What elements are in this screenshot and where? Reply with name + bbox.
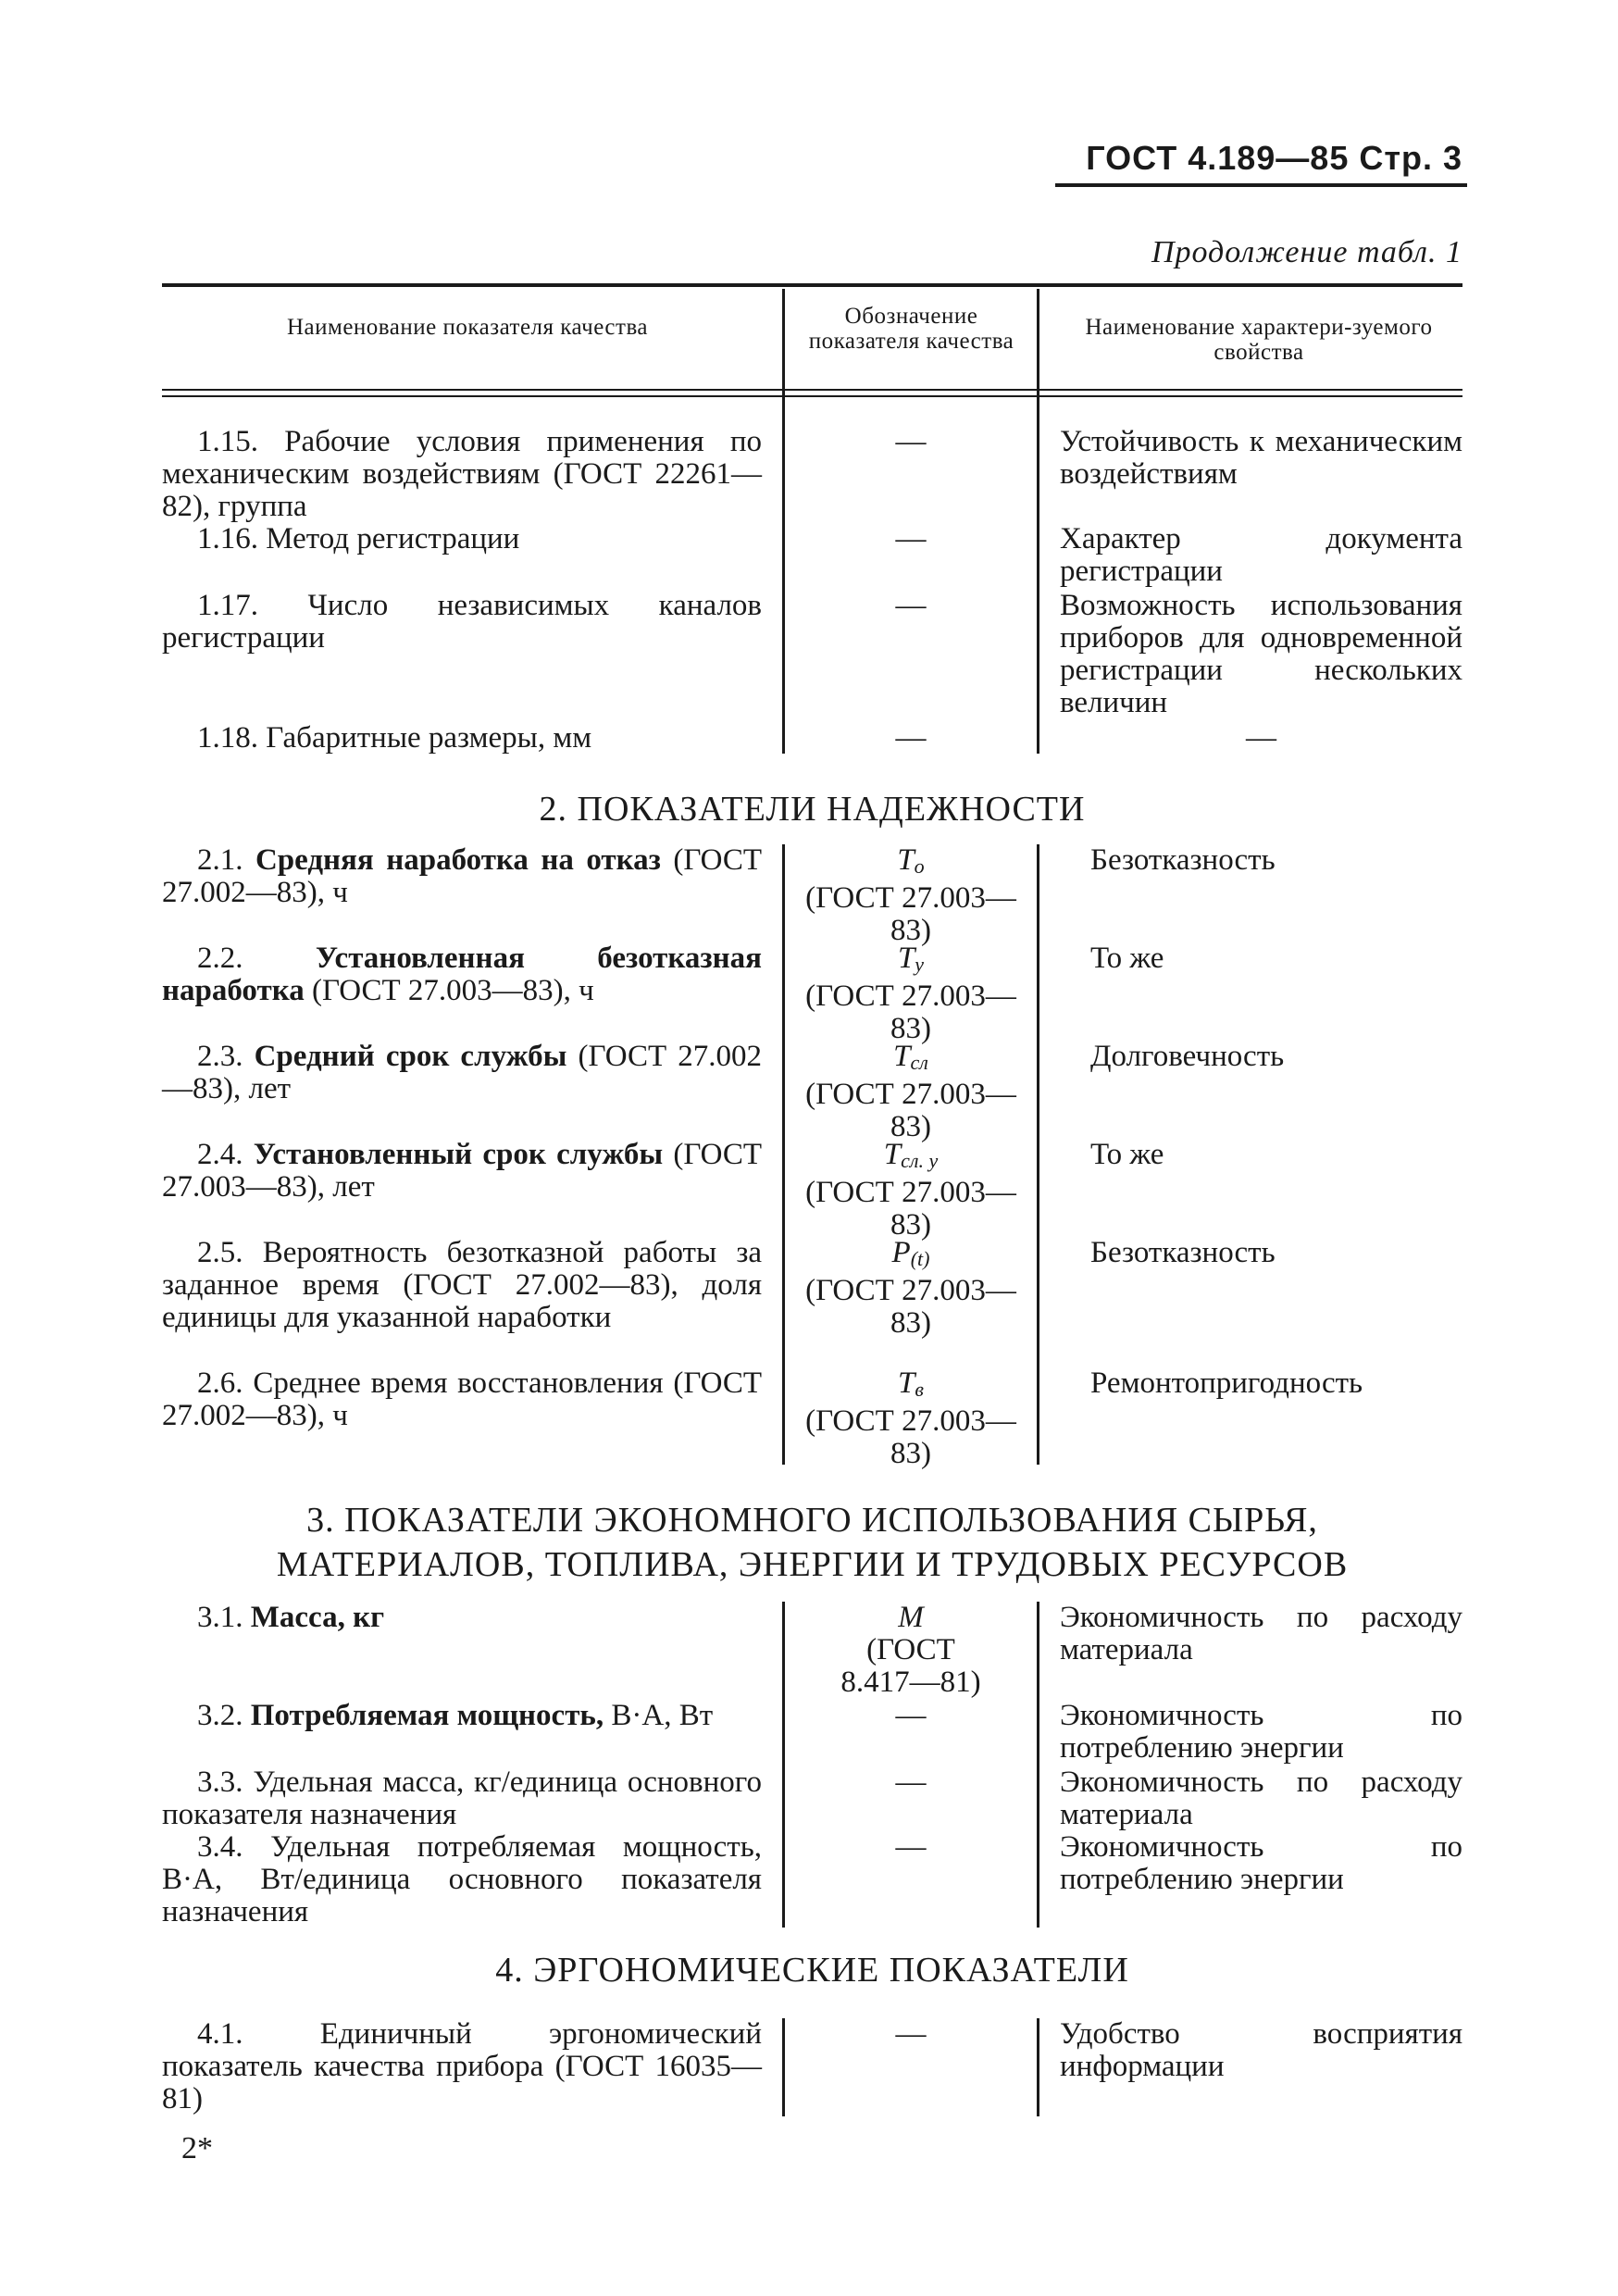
row-1-16-name: 1.16. Метод регистрации xyxy=(197,522,520,555)
row-2-3-ref: (ГОСТ 27.003—83) xyxy=(805,1078,1016,1143)
row-2-6-rest: Среднее время восстановления (ГОСТ 27.002—83), ч xyxy=(162,1366,762,1432)
row-2-2-bold: Установленная безотказная наработка xyxy=(162,942,763,1007)
row-2-5-name xyxy=(162,1237,762,1334)
row-2-2-num: 2.2. xyxy=(197,942,243,975)
row-2-5-designation xyxy=(794,1237,1027,1340)
row-3-4-designation: — xyxy=(895,1830,927,1864)
row-3-4-rest: Удельная потребляемая мощность, В·А, Вт/единица основного показателя назначения xyxy=(162,1830,762,1928)
row-3-2-designation: — xyxy=(895,1699,927,1732)
row-2-3-rest: (ГОСТ 27.002—83), лет xyxy=(162,1040,762,1105)
row-2-1-property: Безотказность xyxy=(1090,843,1276,877)
row-3-4-num: 3.4. xyxy=(197,1830,243,1864)
row-3-1-property: Экономичность по расходу материала xyxy=(1060,1601,1462,1666)
row-2-2-name xyxy=(162,942,762,1007)
row-2-5-num: 2.5. xyxy=(197,1236,243,1269)
row-2-1-subscript: о xyxy=(914,855,925,878)
row-2-1-num: 2.1. xyxy=(197,843,243,877)
row-2-2-rest: (ГОСТ 27.003—83), ч xyxy=(311,974,594,1007)
row-2-1-symbol: T xyxy=(897,843,915,877)
row-1-18-designation: — xyxy=(895,721,927,755)
row-2-6-symbol: T xyxy=(898,1366,915,1400)
row-2-4-num: 2.4. xyxy=(197,1138,243,1171)
col-separator-1-s3 xyxy=(782,1602,785,1928)
head-col-name: Наименование показателя качества xyxy=(286,315,649,340)
section-2-title: 2. ПОКАЗАТЕЛИ НАДЕЖНОСТИ xyxy=(539,790,1086,829)
row-2-1-ref: (ГОСТ 27.003—83) xyxy=(805,881,1016,947)
row-2-4-bold: Установленный срок службы xyxy=(253,1138,664,1171)
row-2-3-subscript: сл xyxy=(910,1051,928,1074)
col-separator-1-s2 xyxy=(782,844,785,1465)
row-3-2-bold: Потребляемая мощность, xyxy=(250,1699,604,1732)
row-3-1-symbol: M xyxy=(898,1601,924,1634)
row-3-1-bold: Масса, кг xyxy=(250,1601,385,1634)
row-2-2-subscript: у xyxy=(915,953,925,976)
row-4-1-designation: — xyxy=(895,2017,927,2051)
col-separator-2-s2 xyxy=(1037,844,1039,1465)
row-3-4-property: Экономичность по потреблению энергии xyxy=(1060,1830,1462,1896)
row-4-1-num: 4.1. xyxy=(197,2017,243,2051)
row-2-4-name xyxy=(162,1139,762,1204)
row-2-2-symbol: T xyxy=(897,942,915,975)
row-2-4-rest: (ГОСТ 27.003—83), лет xyxy=(162,1138,762,1204)
row-3-2-rest: В·А, Вт xyxy=(611,1699,714,1732)
row-2-6-num: 2.6. xyxy=(197,1366,243,1400)
row-2-4-subscript: сл. у xyxy=(901,1149,939,1172)
row-1-16-property: Характер документа регистрации xyxy=(1060,522,1462,588)
row-1-15-designation: — xyxy=(895,425,927,458)
row-1-17-designation: — xyxy=(895,589,927,622)
row-3-1-designation xyxy=(794,1602,1027,1699)
row-2-1-bold: Средняя наработка на отказ xyxy=(255,843,661,877)
row-1-15-name: 1.15. Рабочие условия применения по механическим воздействиям (ГОСТ 22261—82), группа xyxy=(162,425,762,523)
row-2-4-symbol: T xyxy=(883,1138,902,1171)
row-1-15-property: Устойчивость к механическим воздействиям xyxy=(1060,425,1462,491)
col-separator-2-s4 xyxy=(1037,2018,1039,2116)
row-3-1-num: 3.1. xyxy=(197,1601,243,1634)
head-col-property: Наименование характери-зуемого свойства xyxy=(1085,315,1433,365)
col-separator-1-s4 xyxy=(782,2018,785,2116)
row-3-4-name xyxy=(162,1831,762,1928)
row-3-2-property: Экономичность по потреблению энергии xyxy=(1060,1699,1462,1765)
row-3-2-num: 3.2. xyxy=(197,1699,243,1732)
row-1-16-designation: — xyxy=(895,522,927,555)
row-2-3-symbol: T xyxy=(893,1040,911,1073)
col-separator-1 xyxy=(782,289,785,754)
section-3-title-line-1: 3. ПОКАЗАТЕЛИ ЭКОНОМНОГО ИСПОЛЬЗОВАНИЯ СЫРЬЯ, xyxy=(306,1501,1318,1540)
row-1-18-property: — xyxy=(1246,721,1276,755)
row-2-4-ref: (ГОСТ 27.003—83) xyxy=(805,1176,1016,1242)
row-4-1-rest: Единичный эргономический показатель качества прибора (ГОСТ 16035—81) xyxy=(162,2017,762,2115)
row-2-1-name xyxy=(162,844,762,909)
row-2-4-property: То же xyxy=(1090,1138,1164,1171)
row-2-5-ref: (ГОСТ 27.003—83) xyxy=(805,1274,1016,1340)
row-2-3-designation xyxy=(794,1041,1027,1143)
row-2-6-subscript: в xyxy=(915,1378,924,1401)
table-head-rule-1 xyxy=(162,389,1462,391)
row-3-1-ref: (ГОСТ 8.417—81) xyxy=(840,1633,981,1699)
row-3-2-name xyxy=(162,1700,762,1732)
row-2-3-name xyxy=(162,1041,762,1105)
row-2-4-designation xyxy=(794,1139,1027,1242)
row-4-1-property: Удобство восприятия информации xyxy=(1060,2017,1462,2083)
head-col-designation: Обозначение показателя качества xyxy=(808,304,1014,354)
row-2-5-property: Безотказность xyxy=(1090,1236,1276,1269)
col-separator-2-s3 xyxy=(1037,1602,1039,1928)
row-1-17-name: 1.17. Число независимых каналов регистрации xyxy=(162,589,762,655)
row-4-1-name xyxy=(162,2018,762,2115)
running-header: ГОСТ 4.189—85 Стр. 3 xyxy=(1086,139,1462,177)
row-2-1-designation xyxy=(794,844,1027,947)
row-2-1-rest: (ГОСТ 27.002—83), ч xyxy=(162,843,762,909)
row-2-3-property: Долговечность xyxy=(1090,1040,1285,1073)
row-1-18-name: 1.18. Габаритные размеры, мм xyxy=(197,721,592,755)
row-2-3-bold: Средний срок службы xyxy=(254,1040,567,1073)
row-3-3-name xyxy=(162,1766,762,1831)
row-3-3-num: 3.3. xyxy=(197,1766,243,1799)
row-2-6-property: Ремонтопригодность xyxy=(1090,1366,1363,1400)
row-2-6-ref: (ГОСТ 27.003—83) xyxy=(805,1404,1016,1470)
signature-mark: 2* xyxy=(181,2131,213,2165)
row-2-2-designation xyxy=(794,942,1027,1045)
row-1-17-property: Возможность использования приборов для одновременной регистрации нескольких величин xyxy=(1060,589,1462,719)
row-3-3-designation: — xyxy=(895,1766,927,1799)
row-2-2-property: То же xyxy=(1090,942,1164,975)
col-separator-2 xyxy=(1037,289,1039,754)
section-3-title-line-2: МАТЕРИАЛОВ, ТОПЛИВА, ЭНЕРГИИ И ТРУДОВЫХ РЕСУРСОВ xyxy=(276,1545,1349,1584)
row-2-5-subscript: (t) xyxy=(910,1247,930,1270)
row-2-2-ref: (ГОСТ 27.003—83) xyxy=(805,980,1016,1045)
row-2-5-rest: Вероятность безотказной работы за заданное время (ГОСТ 27.002—83), доля единицы для указанной наработки xyxy=(162,1236,763,1334)
row-3-3-property: Экономичность по расходу материала xyxy=(1060,1766,1462,1831)
row-2-5-symbol: P xyxy=(891,1236,911,1269)
table-head-rule-2 xyxy=(162,395,1462,397)
row-2-3-num: 2.3. xyxy=(197,1040,243,1073)
row-2-6-name xyxy=(162,1367,762,1432)
section-4-title: 4. ЭРГОНОМИЧЕСКИЕ ПОКАЗАТЕЛИ xyxy=(495,1951,1129,1990)
row-2-6-designation xyxy=(794,1367,1027,1470)
header-rule xyxy=(1055,183,1467,187)
row-3-1-name xyxy=(162,1602,762,1634)
row-3-3-rest: Удельная масса, кг/единица основного показателя назначения xyxy=(162,1766,762,1831)
table-continuation-label: Продолжение табл. 1 xyxy=(1151,235,1462,269)
table-top-rule xyxy=(162,283,1462,287)
